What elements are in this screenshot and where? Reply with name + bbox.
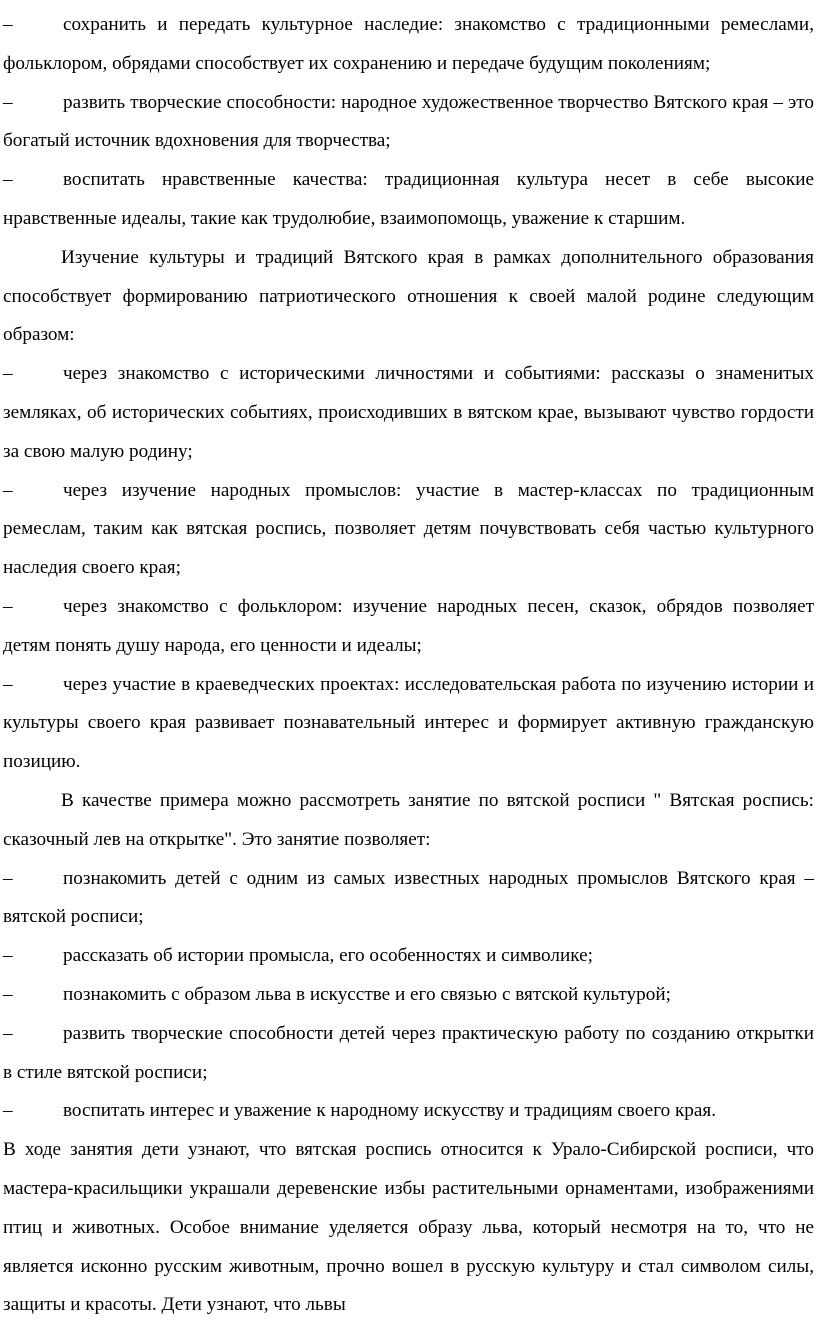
list-dash: –	[3, 1100, 13, 1122]
list-dash: –	[3, 673, 13, 695]
list-dash: –	[3, 1022, 13, 1044]
list-item-text: через знакомство с фольклором: изучение народных песен, сказок, обрядов позволяет детям понять душу народа, его ценности и идеалы;	[3, 595, 814, 656]
list-item-text: сохранить и передать культурное наследие: знакомство с традиционными ремеслами, фольклором, обрядами способствует их сохранению и передаче будущим поколениям;	[3, 14, 814, 74]
list-item	[3, 860, 814, 938]
list-item-text: через изучение народных промыслов: участие в мастер-классах по традиционным ремеслам, таким как вятская роспись, позволяет детям почувствовать себя частью культурного наследия своего края;	[3, 479, 814, 579]
list-item-text: развить творческие способности: народное художественное творчество Вятского края – это богатый источник вдохновения для творчества;	[3, 91, 814, 152]
list-item	[3, 1015, 814, 1093]
list-item-text: воспитать интерес и уважение к народному искусству и традициям своего края.	[63, 1100, 717, 1122]
list-item	[3, 355, 814, 471]
list-item-text: через участие в краеведческих проектах: исследовательская работа по изучению истории и культуры своего края развивает познавательный интерес и формирует активную гражданскую позицию.	[3, 673, 814, 773]
paragraph: В качестве примера можно рассмотреть занятие по вятской росписи " Вятская роспись: сказочный лев на открытке". Это занятие позволяет:	[3, 789, 814, 850]
list-item-text: познакомить детей с одним из самых известных народных промыслов Вятского края – вятской росписи;	[3, 867, 814, 928]
list-dash: –	[3, 867, 13, 889]
paragraph: Изучение культуры и традиций Вятского края в рамках дополнительного образования способствует формированию патриотического отношения к своей малой родине следующим образом:	[3, 246, 814, 346]
list-item-text: познакомить с образом льва в искусстве и его связью с вятской культурой;	[63, 983, 671, 1005]
list-item	[3, 6, 814, 84]
list-item	[3, 588, 814, 666]
list-dash: –	[3, 595, 13, 617]
list-item	[3, 1092, 814, 1131]
list-item	[3, 666, 814, 782]
list-item	[3, 937, 814, 976]
list-item	[3, 161, 814, 239]
list-item-text: воспитать нравственные качества: традиционная культура несет в себе высокие нравственные идеалы, такие как трудолюбие, взаимопомощь, уважение к старшим.	[3, 169, 814, 229]
list-item-text: рассказать об истории промысла, его особенностях и символике;	[63, 945, 593, 967]
list-dash: –	[3, 14, 13, 35]
list-item	[3, 976, 814, 1015]
list-dash: –	[3, 945, 13, 967]
paragraph: В ходе занятия дети узнают, что вятская роспись относится к Урало-Сибирской росписи, что мастера-красильщики украшали деревенские избы растительными орнаментами, изображениями птиц и животных. Особое внимание уделяется образу льва, который несмотря на то, что не является исконно русским животным, прочно вошел в русскую культуру и стал символом силы, защиты и красоты. Дети узнают, что львы	[3, 1139, 814, 1316]
list-dash: –	[3, 363, 13, 385]
list-dash: –	[3, 983, 13, 1005]
list-item-text: через знакомство с историческими личностями и событиями: рассказы о знаменитых земляках, об исторических событиях, происходивших в вятском крае, вызывают чувство гордости за свою малую родину;	[3, 363, 814, 462]
list-dash: –	[3, 91, 13, 113]
list-dash: –	[3, 169, 13, 191]
list-item-text: развить творческие способности детей через практическую работу по созданию открытки в стиле вятской росписи;	[3, 1022, 814, 1083]
list-item	[3, 472, 814, 588]
list-dash: –	[3, 479, 13, 501]
list-item	[3, 84, 814, 162]
